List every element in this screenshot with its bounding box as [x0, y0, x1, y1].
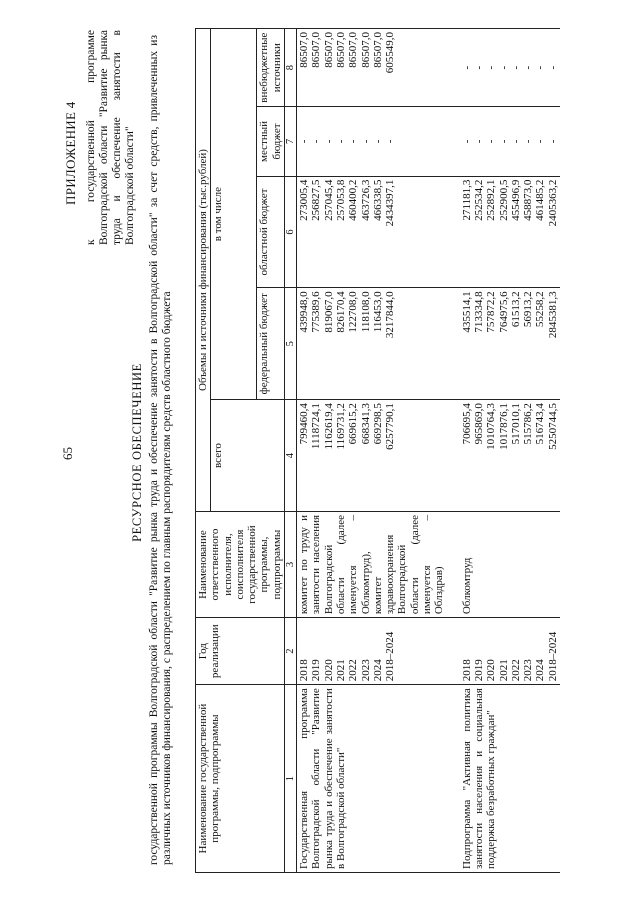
local-cell: - - - - - - - - — [447, 107, 560, 176]
header-year: Год реализации — [196, 618, 285, 685]
column-number: 1 — [285, 685, 297, 873]
document-subtitle: государственной программы Волгоградской области "Развитие рынка труда и обеспечение занятости в Волгоградской области" за счет средств, привлеченных из различных источников финансирования, с распределением по главным распорядителям средств областного бюджета — [148, 35, 174, 865]
page-number: 65 — [60, 447, 75, 460]
column-number: 2 — [285, 618, 297, 685]
local-cell: - - - - - - - - — [297, 107, 447, 176]
table-row — [297, 29, 447, 873]
federal-cell: 435514,1 713334,8 757872,2 764975,6 61513,2 56913,2 55258,2 2845381,3 — [447, 288, 560, 400]
header-extrabudget: внебюджетные источники — [257, 29, 285, 107]
column-number: 8 — [285, 29, 297, 107]
total-cell: 706695,4 965869,0 1010764,3 1017876,1 517010,1 515786,2 516743,4 5250744,5 — [447, 400, 560, 512]
regional-cell: 271181,3 252534,2 252892,1 252900,5 455496,9 458873,0 461485,2 2405363,2 — [447, 176, 560, 288]
total-cell: 799460,4 1118724,1 1162619,4 1169731,2 669615,2 668341,3 669298,5 6257790,1 — [297, 400, 447, 512]
subprogram-name: Подпрограмма "Активная политика занятости населения и социальная поддержка безработных граждан" — [447, 685, 560, 873]
appendix-title: ПРИЛОЖЕНИЕ 4 — [63, 101, 78, 205]
extrabudget-cell: 86507,0 86507,0 86507,0 86507,0 86507,0 86507,0 86507,0 605549,0 — [297, 29, 447, 107]
header-volumes: Объемы и источники финансирования (тыс.рублей) — [196, 29, 211, 512]
years-cell: 2018 2019 2020 2021 2022 2023 2024 2018–2024 — [297, 618, 447, 685]
column-number: 6 — [285, 176, 297, 288]
executor-cell: Облкомтруд — [447, 511, 560, 617]
header-regional: областной бюджет — [257, 176, 285, 288]
appendix-note: к государственной программе Волгоградской области "Развитие рынка труда и обеспечение занятости в Волгоградской области" — [85, 30, 136, 245]
column-number: 5 — [285, 288, 297, 400]
header-federal: федеральный бюджет — [257, 288, 285, 400]
column-number: 4 — [285, 400, 297, 512]
extrabudget-cell: - - - - - - - - — [447, 29, 560, 107]
document-title: РЕСУРСНОЕ ОБЕСПЕЧЕНИЕ — [130, 363, 144, 542]
column-number: 7 — [285, 107, 297, 176]
header-executor: Наименование ответственного исполнителя, соисполнителя государственной программы, подпрограммы — [196, 511, 285, 617]
header-local: местный бюджет — [257, 107, 285, 176]
table-row — [447, 29, 560, 873]
program-name: Государственная программа Волгоградской области "Развитие рынка труда и обеспечение занятости в Волгоградской области" — [297, 685, 447, 873]
resource-table — [195, 28, 560, 873]
years-cell: 2018 2019 2020 2021 2022 2023 2024 2018–2024 — [447, 618, 560, 685]
header-name: Наименование государственной программы, подпрограммы — [196, 685, 285, 873]
header-in-total: в том числе — [211, 29, 257, 400]
column-number: 3 — [285, 511, 297, 617]
executor-cell: комитет по труду и занятости населения Волгоградской области (далее именуется – Облкомтруд), комитет здравоохранения Волгоградской области (далее именуется – Облздрав) — [297, 511, 447, 617]
federal-cell: 439948,0 775389,6 819067,0 826170,4 122708,0 118108,0 116453,0 3217844,0 — [297, 288, 447, 400]
regional-cell: 273005,4 256827,5 257045,4 257053,8 460400,2 463726,3 466338,5 2434397,1 — [297, 176, 447, 288]
header-total: всего — [211, 400, 285, 512]
